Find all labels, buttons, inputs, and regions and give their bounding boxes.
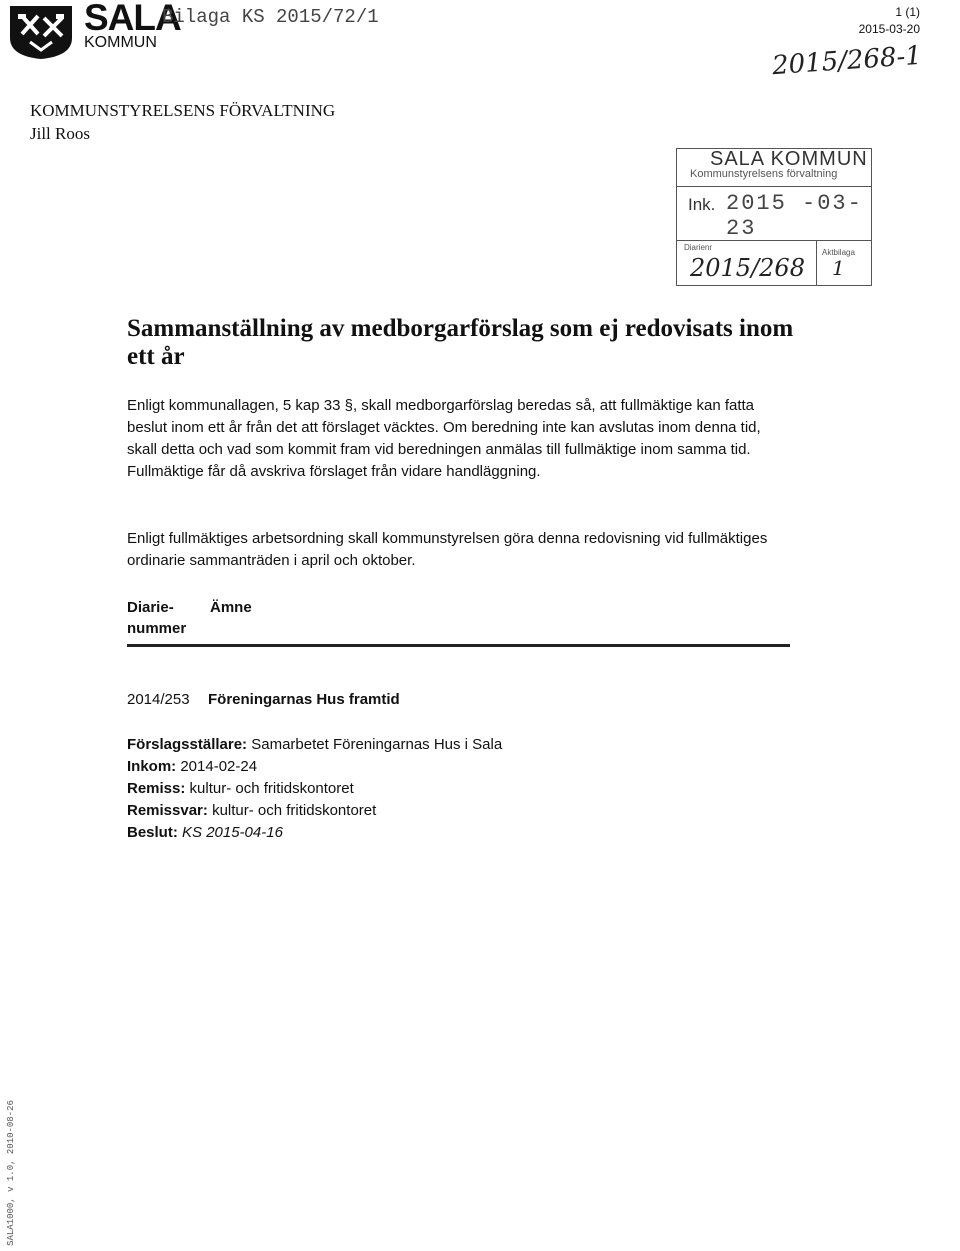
stamp-received-date: 2015 -03- 23 [726,191,863,241]
body-paragraph: Enligt kommunallagen, 5 kap 33 §, skall medborgarförslag beredas så, att fullmäktige kan fatta beslut inom ett år från det att förslaget väcktes. Om beredning inte kan avslutas inom denna tid, skall detta och vad som kommit fram vid beredningen anmälas till fullmäktige inom samma tid. Fullmäktige får då avskriva förslaget från vidare handläggning. [127,397,761,480]
stamp-divider [816,240,817,286]
detail-label: Remiss: [127,780,186,797]
document-title: Sammanställning av medborgarförslag som ej redovisats inom ett år [127,315,794,370]
stamp-aktbilaga-value: 1 [832,256,845,280]
detail-value: KS 2015-04-16 [182,824,283,841]
detail-label: Remissvar: [127,802,208,819]
case-detail-row [127,778,354,800]
detail-value: kultur- och fritidskontoret [212,802,377,819]
table-header-rule [127,644,790,647]
case-title: Föreningarnas Hus framtid [208,691,400,708]
body-paragraph: Enligt fullmäktiges arbetsordning skall kommunstyrelsen göra denna redovisning vid fullmäktiges ordinarie sammanträden i april och oktober. [127,530,768,569]
form-code: SALA1000, v 1.0, 2010-08-26 [5,1100,16,1246]
stamp-diarienr-label: Diarienr [684,243,713,252]
detail-value: Samarbetet Föreningarnas Hus i Sala [251,736,503,753]
stamp-subtitle: Kommunstyrelsens förvaltning [690,168,838,180]
receipt-stamp [676,148,872,286]
column-header-amne: Ämne [210,599,252,616]
stamp-diarienr-value: 2015/268 [690,254,805,282]
case-detail-row [127,756,257,778]
stamp-received-label: Ink. [688,195,716,214]
sender-unit: KOMMUNSTYRELSENS FÖRVALTNING [30,101,336,120]
stamp-aktbilaga-label: Aktbilaga [822,248,855,257]
sala-coat-of-arms-icon [8,4,74,60]
column-header-diarienummer: Diarie-nummer [127,599,187,637]
logo-subtitle: KOMMUN [84,34,157,51]
detail-value: 2014-02-24 [180,758,258,775]
attachment-stamp-text: Bilaga KS 2015/72/1 [162,6,379,28]
page-count: 1 (1) [895,5,920,19]
detail-value: kultur- och fritidskontoret [189,780,354,797]
sender-name: Jill Roos [30,124,90,143]
case-detail-row [127,822,283,844]
detail-label: Beslut: [127,824,178,841]
handwritten-case-number: 2015/268-1 [771,40,923,82]
case-detail-row [127,800,376,822]
document-date: 2015-03-20 [858,22,920,36]
detail-label: Förslagsställare: [127,736,248,753]
detail-label: Inkom: [127,758,177,775]
stamp-divider [676,186,872,187]
logo-name: SALA [84,0,181,38]
stamp-org: SALA KOMMUN [710,148,868,170]
case-detail-row [127,734,502,756]
case-diarienummer: 2014/253 [127,691,190,708]
